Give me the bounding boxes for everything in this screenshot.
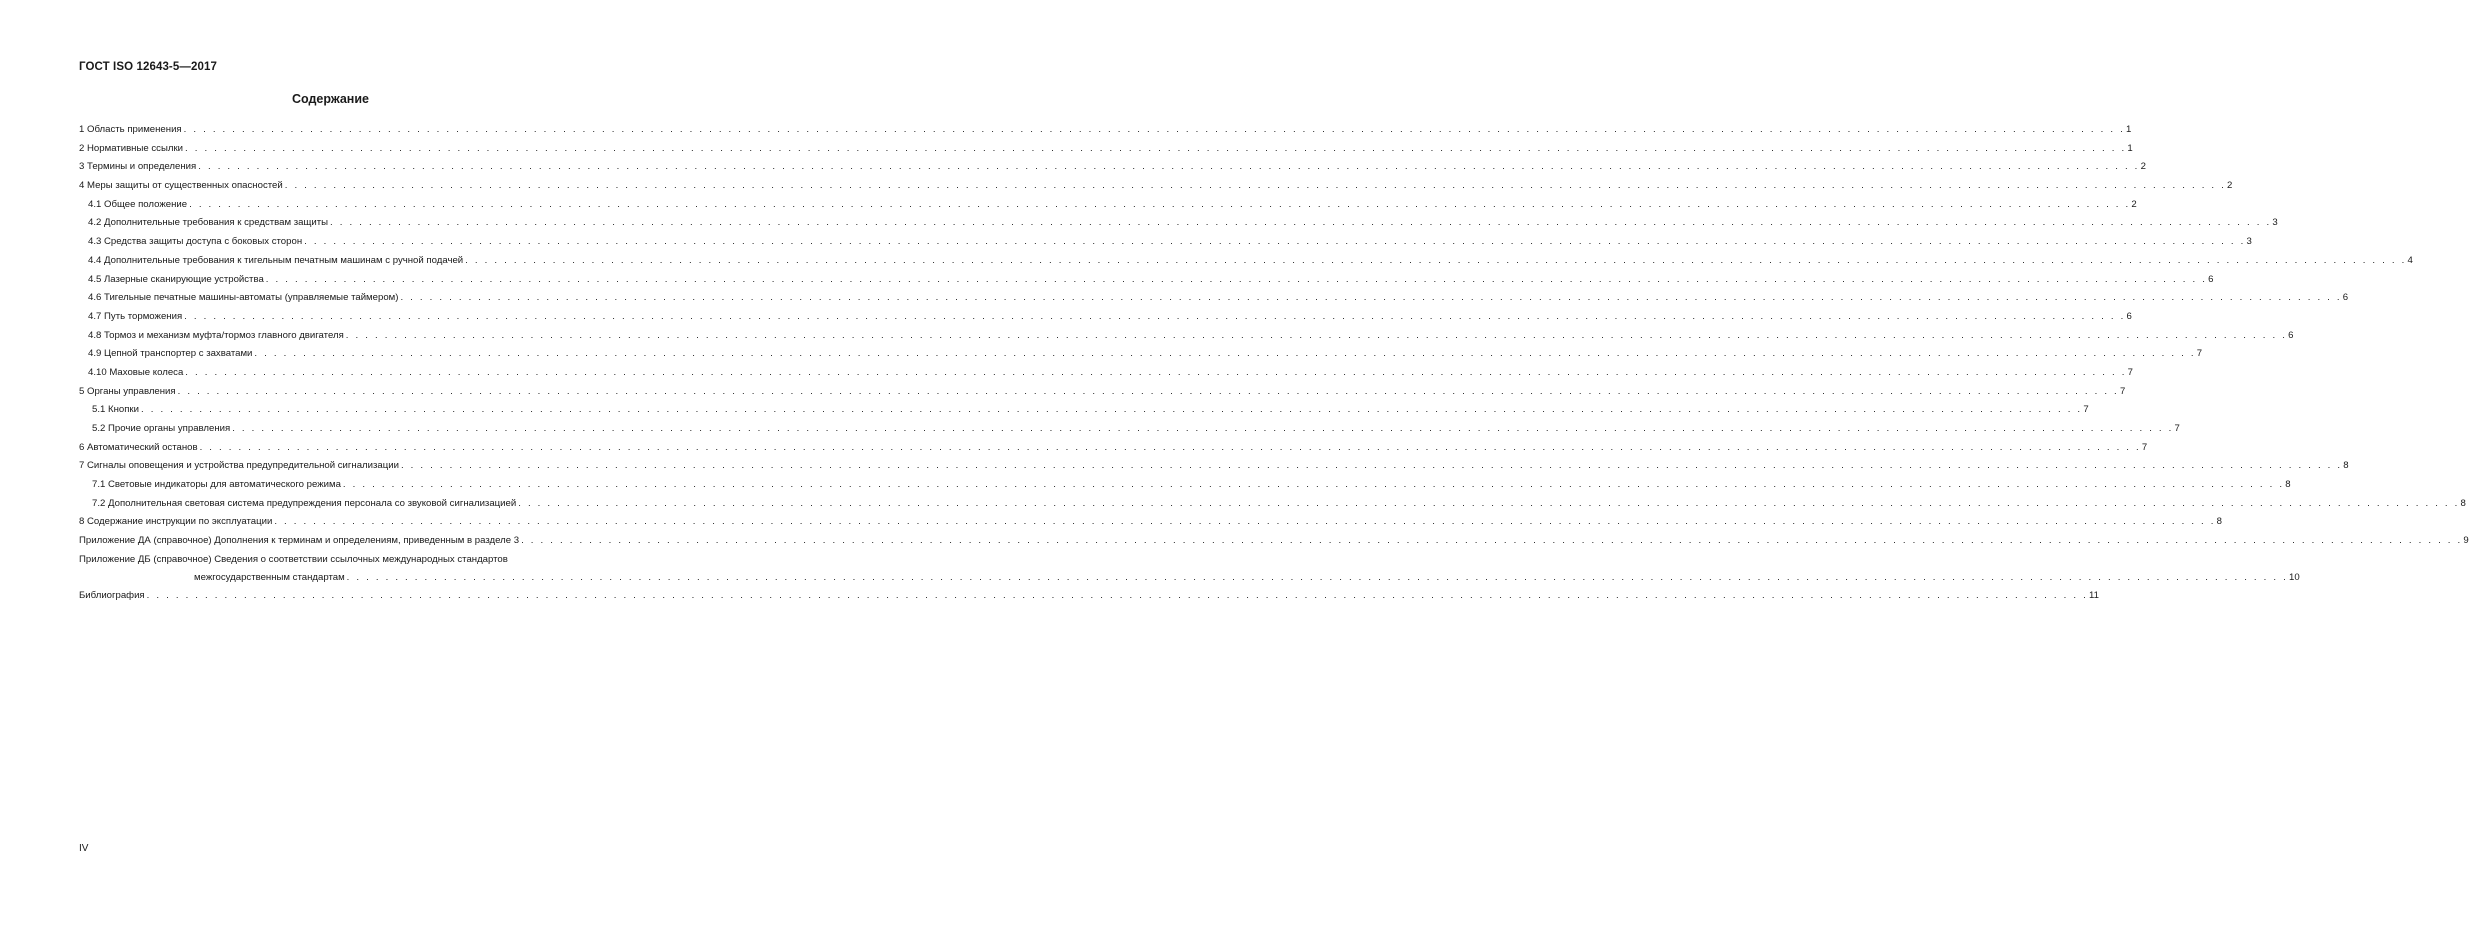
toc-page-number: 7 xyxy=(2196,348,2203,360)
toc-entry-line xyxy=(79,140,2133,159)
toc-entry-line xyxy=(79,569,2300,587)
toc-entry[interactable] xyxy=(79,252,2413,271)
toc-entry-label: 4.4 Дополнительные требования к тигельным печатным машинам с ручной подачей xyxy=(88,254,464,266)
toc-page-number: 7 xyxy=(2083,404,2089,416)
dot-leader: . . . . . . . . . . . . . . . . . . . . . . . . . . . . . . . . . . . . . . . . . . . . . . . . . . . . . . . . . . . . . . . . . . . . . . . . . . . . . . . . . . . . . . . . . . . . . . . . . . . . . . . . . . . . . . . . . . . . . . . . . . . . . . . . . . . . . . . . . . . . . . . . . . . . . . . . . . . . . . . . . . . . . . . . . . . . . . . . . . . . . . . . . . . . . . . . . . . . . . . . xyxy=(284,180,2227,192)
dot-leader: . . . . . . . . . . . . . . . . . . . . . . . . . . . . . . . . . . . . . . . . . . . . . . . . . . . . . . . . . . . . . . . . . . . . . . . . . . . . . . . . . . . . . . . . . . . . . . . . . . . . . . . . . . . . . . . . . . . . . . . . . . . . . . . . . . . . . . . . . . . . . . . . . . . . . . . . . . . . . . . . . . . . . . . . . . . . . . . . . . . . . . . . . . . . . . . . . . . . . . . . xyxy=(254,348,2196,360)
dot-leader: . . . . . . . . . . . . . . . . . . . . . . . . . . . . . . . . . . . . . . . . . . . . . . . . . . . . . . . . . . . . . . . . . . . . . . . . . . . . . . . . . . . . . . . . . . . . . . . . . . . . . . . . . . . . . . . . . . . . . . . . . . . . . . . . . . . . . . . . . . . . . . . . . . . . . . . . . . . . . . . . . . . . . . . . . . . . . . . . . . . . . . . . . . . . . . . . . . . . . . . . xyxy=(198,161,2140,173)
dot-leader: . . . . . . . . . . . . . . . . . . . . . . . . . . . . . . . . . . . . . . . . . . . . . . . . . . . . . . . . . . . . . . . . . . . . . . . . . . . . . . . . . . . . . . . . . . . . . . . . . . . . . . . . . . . . . . . . . . . . . . . . . . . . . . . . . . . . . . . . . . . . . . . . . . . . . . . . . . . . . . . . . . . . . . . . . . . . . . . . . . . . . . . . . . . . . . . . . . . . . . . . xyxy=(274,516,2216,528)
toc-page-number: 6 xyxy=(2288,329,2294,341)
toc-entry-line xyxy=(79,532,2469,551)
toc-entry-label: 4.8 Тормоз и механизм муфта/тормоз главного двигателя xyxy=(88,329,344,341)
toc-page-number: 7 xyxy=(2141,441,2148,453)
toc-entry[interactable] xyxy=(79,271,2214,290)
dot-leader: . . . . . . . . . . . . . . . . . . . . . . . . . . . . . . . . . . . . . . . . . . . . . . . . . . . . . . . . . . . . . . . . . . . . . . . . . . . . . . . . . . . . . . . . . . . . . . . . . . . . . . . . . . . . . . . . . . . . . . . . . . . . . . . . . . . . . . . . . . . . . . . . . . . . . . . . . . . . . . . . . . . . . . . . . . . . . . . . . . . . . . . . . . . . . . . . . . . . . . . . xyxy=(185,366,2127,378)
toc-entry-label: 6 Автоматический останов xyxy=(79,441,198,453)
toc-page-number: 7 xyxy=(2119,385,2126,397)
toc-entry[interactable] xyxy=(79,495,2466,514)
toc-entry[interactable] xyxy=(79,233,2252,252)
toc-entry[interactable] xyxy=(79,177,2233,196)
toc-entry[interactable] xyxy=(79,196,2137,215)
dot-leader: . . . . . . . . . . . . . . . . . . . . . . . . . . . . . . . . . . . . . . . . . . . . . . . . . . . . . . . . . . . . . . . . . . . . . . . . . . . . . . . . . . . . . . . . . . . . . . . . . . . . . . . . . . . . . . . . . . . . . . . . . . . . . . . . . . . . . . . . . . . . . . . . . . . . . . . . . . . . . . . . . . . . . . . . . . . . . . . . . . . . . . . . . . . . . . . . . . . . . . . . xyxy=(330,217,2272,229)
toc-entry-line xyxy=(88,271,2214,290)
toc-entry-label: 1 Область применения xyxy=(79,124,182,135)
toc-entry[interactable] xyxy=(79,401,2089,420)
dot-leader: . . . . . . . . . . . . . . . . . . . . . . . . . . . . . . . . . . . . . . . . . . . . . . . . . . . . . . . . . . . . . . . . . . . . . . . . . . . . . . . . . . . . . . . . . . . . . . . . . . . . . . . . . . . . . . . . . . . . . . . . . . . . . . . . . . . . . . . . . . . . . . . . . . . . . . . . . . . . . . . . . . . . . . . . . . . . . . . . . . . . . . . . . . . . . . . . . . . . . . . . xyxy=(345,329,2288,341)
toc-entry-line xyxy=(88,233,2252,252)
toc-entry-line xyxy=(79,177,2233,196)
dot-leader: . . . . . . . . . . . . . . . . . . . . . . . . . . . . . . . . . . . . . . . . . . . . . . . . . . . . . . . . . . . . . . . . . . . . . . . . . . . . . . . . . . . . . . . . . . . . . . . . . . . . . . . . . . . . . . . . . . . . . . . . . . . . . . . . . . . . . . . . . . . . . . . . . . . . . . . . . . . . . . . . . . . . . . . . . . . . . . . . . . . . . . . . . . . . . . . . . . . . . . . . xyxy=(232,423,2174,434)
toc-entry-line xyxy=(88,308,2132,327)
toc-entry-label: 5.2 Прочие органы управления xyxy=(92,423,231,434)
toc-entry-label: 4.6 Тигельные печатные машины-автоматы (управляемые таймером) xyxy=(88,292,399,304)
toc-entry-line xyxy=(79,121,2132,140)
toc-page-number: 2 xyxy=(2131,198,2137,210)
toc-entry-label: 4.1 Общее положение xyxy=(88,198,188,210)
dot-leader: . . . . . . . . . . . . . . . . . . . . . . . . . . . . . . . . . . . . . . . . . . . . . . . . . . . . . . . . . . . . . . . . . . . . . . . . . . . . . . . . . . . . . . . . . . . . . . . . . . . . . . . . . . . . . . . . . . . . . . . . . . . . . . . . . . . . . . . . . . . . . . . . . . . . . . . . . . . . . . . . . . . . . . . . . . . . . . . . . . . . . . . . . . . . . . . . . . . . . . . . xyxy=(183,124,2125,135)
toc-entry[interactable] xyxy=(79,345,2203,364)
toc-entry[interactable] xyxy=(79,364,2133,383)
toc-entry-line xyxy=(88,345,2203,364)
toc-entry-line xyxy=(92,476,2291,495)
toc-entry[interactable] xyxy=(79,158,2146,177)
toc-entry[interactable] xyxy=(79,214,2278,233)
toc-page-number: 2 xyxy=(2140,161,2146,173)
toc-page-number: 3 xyxy=(2246,236,2252,248)
toc-entry-line xyxy=(88,214,2278,233)
toc-entry[interactable] xyxy=(79,457,2349,476)
toc-page-number: 8 xyxy=(2216,516,2222,528)
toc-page-number: 3 xyxy=(2272,217,2278,229)
toc-entry-label: 3 Термины и определения xyxy=(79,161,197,173)
toc-entry-line xyxy=(79,457,2349,476)
toc-entry-line xyxy=(79,383,2126,402)
toc-entry-label: Приложение ДА (справочное) Дополнения к терминам и определениям, приведенным в разделе 3 xyxy=(79,535,520,547)
toc-page-number: 8 xyxy=(2343,460,2349,472)
toc-entry-line xyxy=(88,252,2413,271)
page-number: IV xyxy=(79,843,89,854)
toc-entry[interactable] xyxy=(79,121,2132,140)
toc-entry[interactable] xyxy=(79,308,2132,327)
toc-page-number: 10 xyxy=(2289,571,2300,583)
toc-entry-label: 4.10 Маховые колеса xyxy=(88,366,184,378)
page-title: Содержание xyxy=(291,92,369,106)
toc-entry-label: межгосударственным стандартам xyxy=(194,571,345,583)
dot-leader: . . . . . . . . . . . . . . . . . . . . . . . . . . . . . . . . . . . . . . . . . . . . . . . . . . . . . . . . . . . . . . . . . . . . . . . . . . . . . . . . . . . . . . . . . . . . . . . . . . . . . . . . . . . . . . . . . . . . . . . . . . . . . . . . . . . . . . . . . . . . . . . . . . . . . . . . . . . . . . . . . . . . . . . . . . . . . . . . . . . . . . . . . . . . . . . . . . . . . . . . xyxy=(400,460,2343,472)
table-of-contents xyxy=(79,121,2469,606)
toc-entry-label: 8 Содержание инструкции по эксплуатации xyxy=(79,516,273,528)
toc-page-number: 6 xyxy=(2342,292,2349,304)
dot-leader: . . . . . . . . . . . . . . . . . . . . . . . . . . . . . . . . . . . . . . . . . . . . . . . . . . . . . . . . . . . . . . . . . . . . . . . . . . . . . . . . . . . . . . . . . . . . . . . . . . . . . . . . . . . . . . . . . . . . . . . . . . . . . . . . . . . . . . . . . . . . . . . . . . . . . . . . . . . . . . . . . . . . . . . . . . . . . . . . . . . . . . . . . . . . . . . . . . . . . . . . xyxy=(465,254,2407,266)
dot-leader: . . . . . . . . . . . . . . . . . . . . . . . . . . . . . . . . . . . . . . . . . . . . . . . . . . . . . . . . . . . . . . . . . . . . . . . . . . . . . . . . . . . . . . . . . . . . . . . . . . . . . . . . . . . . . . . . . . . . . . . . . . . . . . . . . . . . . . . . . . . . . . . . . . . . . . . . . . . . . . . . . . . . . . . . . . . . . . . . . . . . . . . . . . . . . . . . . . . . . . . . xyxy=(184,310,2126,322)
toc-page-number: 1 xyxy=(2127,142,2133,154)
dot-leader: . . . . . . . . . . . . . . . . . . . . . . . . . . . . . . . . . . . . . . . . . . . . . . . . . . . . . . . . . . . . . . . . . . . . . . . . . . . . . . . . . . . . . . . . . . . . . . . . . . . . . . . . . . . . . . . . . . . . . . . . . . . . . . . . . . . . . . . . . . . . . . . . . . . . . . . . . . . . . . . . . . . . . . . . . . . . . . . . . . . . . . . . . . . . . . . . . . . . . . . . xyxy=(177,385,2119,397)
toc-entry[interactable] xyxy=(79,383,2126,402)
toc-page-number: 6 xyxy=(2126,310,2132,322)
toc-entry-label: 7 Сигналы оповещения и устройства предупредительной сигнализации xyxy=(79,460,399,472)
dot-leader: . . . . . . . . . . . . . . . . . . . . . . . . . . . . . . . . . . . . . . . . . . . . . . . . . . . . . . . . . . . . . . . . . . . . . . . . . . . . . . . . . . . . . . . . . . . . . . . . . . . . . . . . . . . . . . . . . . . . . . . . . . . . . . . . . . . . . . . . . . . . . . . . . . . . . . . . . . . . . . . . . . . . . . . . . . . . . . . . . . . . . . . . . . . . . . . . . . . . . . . . xyxy=(400,292,2342,304)
toc-page-number: 9 xyxy=(2463,535,2469,547)
toc-page-number: 2 xyxy=(2227,180,2233,192)
toc-entry-line xyxy=(88,364,2133,383)
dot-leader: . . . . . . . . . . . . . . . . . . . . . . . . . . . . . . . . . . . . . . . . . . . . . . . . . . . . . . . . . . . . . . . . . . . . . . . . . . . . . . . . . . . . . . . . . . . . . . . . . . . . . . . . . . . . . . . . . . . . . . . . . . . . . . . . . . . . . . . . . . . . . . . . . . . . . . . . . . . . . . . . . . . . . . . . . . . . . . . . . . . . . . . . . . . . . . . . . . . . . . . . xyxy=(304,236,2246,248)
toc-entry-label: 4.9 Цепной транспортер с захватами xyxy=(88,348,253,360)
dot-leader: . . . . . . . . . . . . . . . . . . . . . . . . . . . . . . . . . . . . . . . . . . . . . . . . . . . . . . . . . . . . . . . . . . . . . . . . . . . . . . . . . . . . . . . . . . . . . . . . . . . . . . . . . . . . . . . . . . . . . . . . . . . . . . . . . . . . . . . . . . . . . . . . . . . . . . . . . . . . . . . . . . . . . . . . . . . . . . . . . . . . . . . . . . . . . . . . . . . . . . . . xyxy=(146,589,2088,601)
toc-entry-label: 4.3 Средства защиты доступа с боковых сторон xyxy=(88,236,303,248)
toc-entry-label: 4.7 Путь торможения xyxy=(88,310,183,322)
toc-page-number: 8 xyxy=(2285,479,2291,491)
toc-page-number: 8 xyxy=(2460,497,2466,509)
toc-entry-line xyxy=(79,513,2222,532)
toc-entry-label: 7.2 Дополнительная световая система предупреждения персонала со звуковой сигнализацией xyxy=(92,497,517,509)
toc-entry[interactable] xyxy=(79,140,2133,159)
toc-entry-line xyxy=(92,401,2089,420)
toc-entry-label: Библиография xyxy=(79,589,145,601)
document-header: ГОСТ ISO 12643-5—2017 xyxy=(79,61,217,73)
dot-leader: . . . . . . . . . . . . . . . . . . . . . . . . . . . . . . . . . . . . . . . . . . . . . . . . . . . . . . . . . . . . . . . . . . . . . . . . . . . . . . . . . . . . . . . . . . . . . . . . . . . . . . . . . . . . . . . . . . . . . . . . . . . . . . . . . . . . . . . . . . . . . . . . . . . . . . . . . . . . . . . . . . . . . . . . . . . . . . . . . . . . . . . . . . . . . . . . . . . . . . . . xyxy=(521,535,2463,547)
toc-entry-label: 5 Органы управления xyxy=(79,385,176,397)
toc-entry-line xyxy=(92,420,2180,439)
toc-entry[interactable] xyxy=(79,439,2148,458)
dot-leader: . . . . . . . . . . . . . . . . . . . . . . . . . . . . . . . . . . . . . . . . . . . . . . . . . . . . . . . . . . . . . . . . . . . . . . . . . . . . . . . . . . . . . . . . . . . . . . . . . . . . . . . . . . . . . . . . . . . . . . . . . . . . . . . . . . . . . . . . . . . . . . . . . . . . . . . . . . . . . . . . . . . . . . . . . . . . . . . . . . . . . . . . . . . . . . . . . . . . . . . . xyxy=(140,404,2083,416)
toc-entry-line xyxy=(79,158,2146,177)
toc-entry-line xyxy=(79,587,2099,606)
toc-page-number: 11 xyxy=(2088,589,2099,601)
toc-entry-label: 4 Меры защиты от существенных опасностей xyxy=(79,180,283,192)
toc-page-number: 1 xyxy=(2125,124,2132,135)
toc-entry[interactable] xyxy=(79,327,2294,346)
toc-entry-line xyxy=(92,495,2466,514)
toc-entry-label: 2 Нормативные ссылки xyxy=(79,142,184,154)
dot-leader: . . . . . . . . . . . . . . . . . . . . . . . . . . . . . . . . . . . . . . . . . . . . . . . . . . . . . . . . . . . . . . . . . . . . . . . . . . . . . . . . . . . . . . . . . . . . . . . . . . . . . . . . . . . . . . . . . . . . . . . . . . . . . . . . . . . . . . . . . . . . . . . . . . . . . . . . . . . . . . . . . . . . . . . . . . . . . . . . . . . . . . . . . . . . . . . . . . . . . . . . xyxy=(189,198,2131,210)
dot-leader: . . . . . . . . . . . . . . . . . . . . . . . . . . . . . . . . . . . . . . . . . . . . . . . . . . . . . . . . . . . . . . . . . . . . . . . . . . . . . . . . . . . . . . . . . . . . . . . . . . . . . . . . . . . . . . . . . . . . . . . . . . . . . . . . . . . . . . . . . . . . . . . . . . . . . . . . . . . . . . . . . . . . . . . . . . . . . . . . . . . . . . . . . . . . . . . . . . . . . . . . xyxy=(185,142,2127,154)
toc-page-number: 7 xyxy=(2127,366,2133,378)
toc-entry[interactable] xyxy=(79,513,2222,532)
toc-entry-line xyxy=(79,439,2148,458)
toc-entry-label: Приложение ДБ (справочное) Сведения о соответствии ссылочных международных стандартов xyxy=(79,553,508,565)
toc-entry[interactable] xyxy=(79,476,2291,495)
toc-page-number: 7 xyxy=(2174,423,2180,434)
toc-page-number: 4 xyxy=(2407,254,2413,266)
toc-entry-line xyxy=(88,196,2137,215)
dot-leader: . . . . . . . . . . . . . . . . . . . . . . . . . . . . . . . . . . . . . . . . . . . . . . . . . . . . . . . . . . . . . . . . . . . . . . . . . . . . . . . . . . . . . . . . . . . . . . . . . . . . . . . . . . . . . . . . . . . . . . . . . . . . . . . . . . . . . . . . . . . . . . . . . . . . . . . . . . . . . . . . . . . . . . . . . . . . . . . . . . . . . . . . . . . . . . . . . . . . . . . . xyxy=(518,497,2460,509)
dot-leader: . . . . . . . . . . . . . . . . . . . . . . . . . . . . . . . . . . . . . . . . . . . . . . . . . . . . . . . . . . . . . . . . . . . . . . . . . . . . . . . . . . . . . . . . . . . . . . . . . . . . . . . . . . . . . . . . . . . . . . . . . . . . . . . . . . . . . . . . . . . . . . . . . . . . . . . . . . . . . . . . . . . . . . . . . . . . . . . . . . . . . . . . . . . . . . . . . . . . . . . . xyxy=(265,273,2208,285)
toc-entry[interactable] xyxy=(79,587,2099,606)
toc-entry-label: 4.2 Дополнительные требования к средствам защиты xyxy=(88,217,329,229)
toc-entry[interactable] xyxy=(79,289,2349,308)
dot-leader: . . . . . . . . . . . . . . . . . . . . . . . . . . . . . . . . . . . . . . . . . . . . . . . . . . . . . . . . . . . . . . . . . . . . . . . . . . . . . . . . . . . . . . . . . . . . . . . . . . . . . . . . . . . . . . . . . . . . . . . . . . . . . . . . . . . . . . . . . . . . . . . . . . . . . . . . . . . . . . . . . . . . . . . . . . . . . . . . . . . . . . . . . . . . . . . . . . . . . . . . xyxy=(199,441,2141,453)
toc-page-number: 6 xyxy=(2208,273,2214,285)
toc-entry-label: 5.1 Кнопки xyxy=(92,404,139,416)
toc-entry-label: 7.1 Световые индикаторы для автоматического режима xyxy=(92,479,341,491)
toc-entry-line xyxy=(88,289,2349,308)
toc-entry-line xyxy=(88,327,2294,346)
toc-entry[interactable] xyxy=(79,532,2469,551)
toc-entry[interactable] xyxy=(79,420,2180,439)
toc-entry-label: 4.5 Лазерные сканирующие устройства xyxy=(88,273,264,285)
toc-entry[interactable] xyxy=(79,551,2300,587)
dot-leader: . . . . . . . . . . . . . . . . . . . . . . . . . . . . . . . . . . . . . . . . . . . . . . . . . . . . . . . . . . . . . . . . . . . . . . . . . . . . . . . . . . . . . . . . . . . . . . . . . . . . . . . . . . . . . . . . . . . . . . . . . . . . . . . . . . . . . . . . . . . . . . . . . . . . . . . . . . . . . . . . . . . . . . . . . . . . . . . . . . . . . . . . . . . . . . . . . . . . . . . . xyxy=(346,571,2288,583)
dot-leader: . . . . . . . . . . . . . . . . . . . . . . . . . . . . . . . . . . . . . . . . . . . . . . . . . . . . . . . . . . . . . . . . . . . . . . . . . . . . . . . . . . . . . . . . . . . . . . . . . . . . . . . . . . . . . . . . . . . . . . . . . . . . . . . . . . . . . . . . . . . . . . . . . . . . . . . . . . . . . . . . . . . . . . . . . . . . . . . . . . . . . . . . . . . . . . . . . . . . . . . . xyxy=(342,479,2285,491)
